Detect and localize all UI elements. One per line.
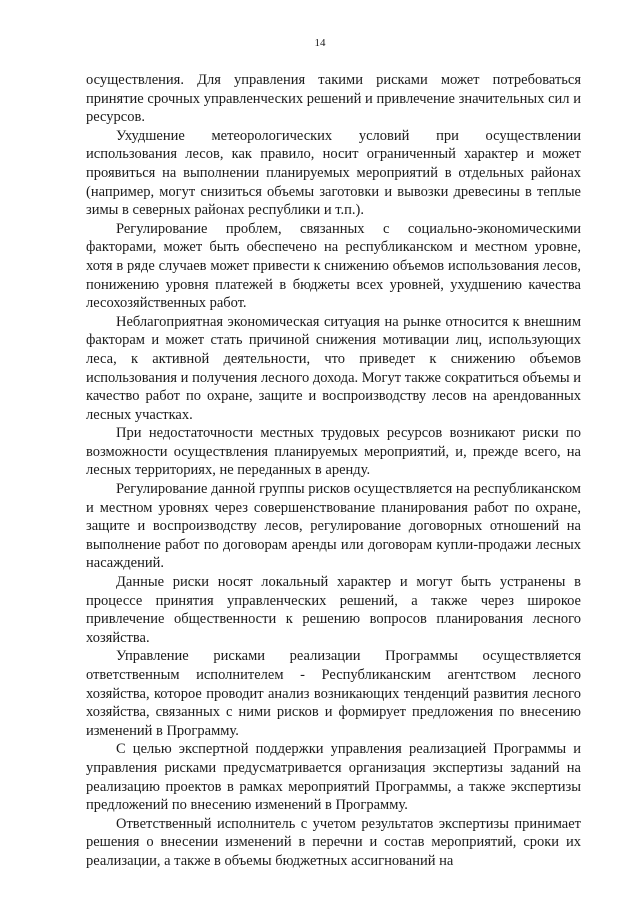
- paragraph-3: Регулирование проблем, связанных с социально-экономическими факторами, может быть обеспечено на республиканском и местном уровне, хотя в ряде случаев может привести к снижению объемов использования лесов, понижению уровня платежей в бюджеты всех уровней, ухудшению качества лесохозяйственных работ.: [86, 220, 581, 312]
- paragraph-10: Ответственный исполнитель с учетом результатов экспертизы принимает решения о внесении изменений в перечни и состав мероприятий, сроки их реализации, а также в объемы бюджетных ассигнований на: [86, 815, 581, 869]
- paragraph-4: Неблагоприятная экономическая ситуация на рынке относится к внешним факторам и может стать причиной снижения мотивации лиц, использующих леса, к активной деятельности, что приведет к снижению объемов использования и получения лесного дохода. Могут также сократиться объемы и качество работ по охране, защите и воспроизводству лесов на арендованных лесных участках.: [86, 313, 581, 423]
- paragraph-8: Управление рисками реализации Программы осуществляется ответственным исполнителем - Республиканским агентством лесного хозяйства, которое проводит анализ возникающих тенденций развития лесного хозяйства, связанных с ними рисков и формирует предложения по внесению изменений в Программу.: [86, 648, 581, 739]
- paragraph-1: осуществления. Для управления такими рисками может потребоваться принятие срочных управленческих решений и привлечение значительных сил и ресурсов.: [86, 72, 581, 126]
- paragraph-9: С целью экспертной поддержки управления реализацией Программы и управления рисками предусматривается организация экспертизы заданий на реализацию проектов в рамках мероприятий Программы, а также экспертизы предложений по внесению изменений в Программу.: [86, 741, 581, 814]
- paragraph-5: При недостаточности местных трудовых ресурсов возникают риски по возможности осуществления планируемых мероприятий, и, прежде всего, на лесных территориях, не переданных в аренду.: [86, 425, 581, 479]
- paragraph-6: Регулирование данной группы рисков осуществляется на республиканском и местном уровнях через совершенствование планирования работ по охране, защите и воспроизводству лесов, регулирование договорных отношений на выполнение работ по договорам аренды или договорам купли-продажи лесных насаждений.: [86, 481, 581, 572]
- page-number: 14: [314, 37, 326, 49]
- paragraph-7: Данные риски носят локальный характер и могут быть устранены в процессе принятия управленческих решений, а также через широкое привлечение общественности к решению вопросов планирования лесного хозяйства.: [86, 574, 581, 646]
- document-body: [86, 71, 581, 871]
- paragraph-2: Ухудшение метеорологических условий при осуществлении использования лесов, как правило, носит ограниченный характер и может проявиться на выполнении планируемых мероприятий в отдельных районах (например, могут снизиться объемы заготовки и вывозки древесины в теплые зимы в северных районах республики и т.п.).: [86, 127, 581, 219]
